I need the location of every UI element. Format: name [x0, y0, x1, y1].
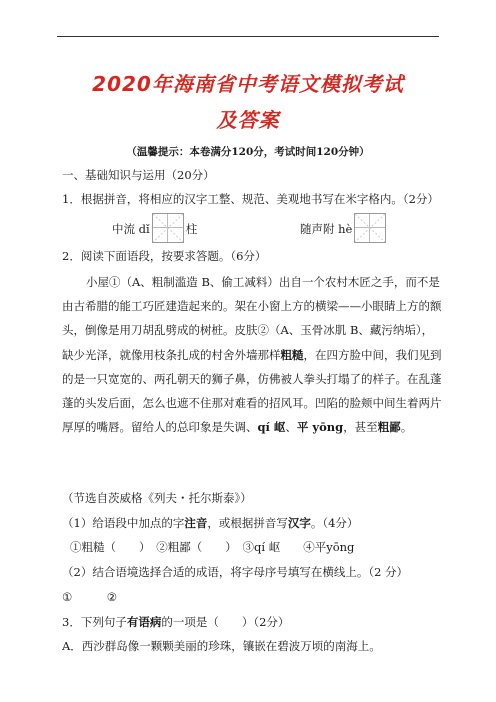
- passage-text: ，在四方脸中间，我们见到的是一只宽宽的、两孔朝天的狮子鼻，仿佛被人拳头打塌了的样子。在乱蓬蓬的头发后面，怎么也遮不住那对难看的招风耳。凹陷的脸颊中间生着两片厚厚的嘴唇。留给人的总印象是失调、: [62, 347, 442, 435]
- passage-text: 、: [285, 420, 297, 435]
- dotted-word: 粗鄙: [377, 420, 401, 435]
- exam-hint: （温馨提示：本卷满分120分，考试时间120分钟）: [126, 146, 370, 158]
- sub-question-2: （2）结合语境选择合适的成语，将字母序号填写在横线上。（2 分）: [62, 565, 409, 579]
- q1-item-1-prompt: 中流 dǐ: [112, 222, 150, 236]
- passage-text: 。: [400, 420, 413, 435]
- pinyin-word: 平 yōng: [296, 420, 344, 435]
- exam-title: 2020年海南省中考语文模拟考试: [92, 72, 404, 96]
- passage-text: ，甚至: [343, 420, 378, 435]
- question-1: 1．根据拼音，将相应的汉字工整、规范、美观地书写在米字格内。（2分）: [62, 192, 439, 206]
- dotted-word: 粗糙: [280, 347, 304, 362]
- pinyin-word: qí 岖: [257, 420, 286, 435]
- sub-question-text: （1）给语段中加点的字: [62, 516, 185, 530]
- emphasis-text: 注音: [184, 516, 208, 530]
- sub-question-1: [62, 515, 358, 531]
- sub-question-1-answers[interactable]: ①粗糙（ ） ②粗鄙（ ） ③qí 岖 ④平yōng: [70, 540, 355, 554]
- header-rule: [57, 36, 439, 37]
- sub-question-text: 。（4分）: [310, 516, 359, 530]
- section-heading: 一、基础知识与运用（20分）: [62, 168, 215, 182]
- reading-passage: [62, 270, 442, 439]
- mi-grid-box[interactable]: [354, 213, 386, 243]
- q1-item-2-prompt: 随声附 hè: [300, 222, 353, 236]
- mi-grid-box[interactable]: [152, 213, 184, 243]
- passage-text: 小屋①（A、粗制滥造 B、偷工减料）出自一个农村木匠之手，而不是由古希腊的能工巧匠建造起来的。架在小窗上方的横梁——小眼睛上方的额头，倒像是用刀胡乱劈成的树桩。皮肤②（A、玉骨冰肌 B、藏污纳垢），缺少光泽，就像用枝条扎成的村舍外墙那样: [62, 275, 442, 362]
- question-text: 3．下列句子: [62, 615, 127, 629]
- question-text: 的一项是（ ）（2分）: [161, 615, 290, 629]
- sub-question-text: ，或根据拼音写: [207, 516, 288, 530]
- emphasis-text: 有语病: [126, 615, 162, 629]
- emphasis-text: 汉字: [287, 516, 311, 530]
- q1-item-1-suffix: 柱: [185, 222, 198, 236]
- question-2: 2．阅读下面语段，按要求答题。（6分）: [62, 249, 267, 263]
- q1-item-1: [112, 213, 197, 243]
- q1-item-2: [300, 213, 388, 243]
- option-a[interactable]: A．西沙群岛像一颗颗美丽的珍珠，镶嵌在碧波万顷的南海上。: [62, 639, 381, 653]
- sub-question-2-answers[interactable]: ① ②: [62, 590, 118, 604]
- passage-source: （节选自茨威格《列夫・托尔斯泰》）: [62, 491, 252, 505]
- exam-title-suffix: 及答案: [216, 108, 280, 132]
- question-3: [62, 614, 289, 630]
